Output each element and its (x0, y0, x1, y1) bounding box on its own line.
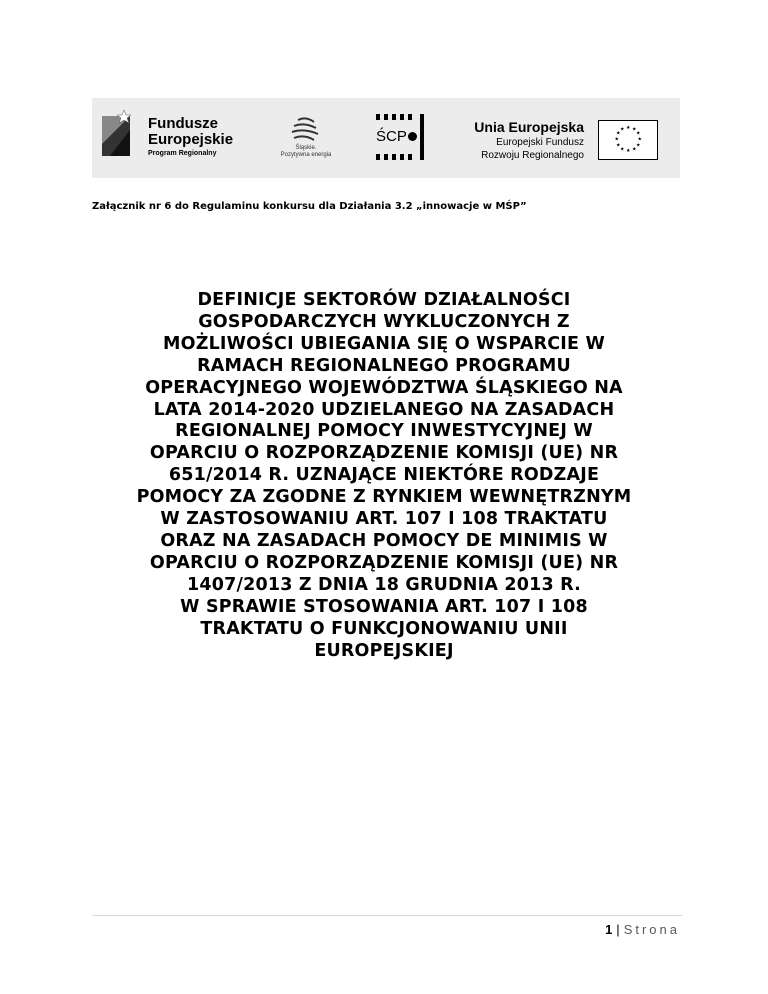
footer-separator: | (616, 922, 620, 937)
title-line: RAMACH REGIONALNEGO PROGRAMU (197, 355, 571, 376)
page-number: 1 (605, 922, 613, 937)
title-line: 651/2014 R. UZNAJĄCE NIEKTÓRE RODZAJE (168, 465, 600, 486)
unia-europejska-text (462, 118, 584, 162)
fundusze-line1: Fundusze (148, 115, 218, 132)
eu-flag-icon (598, 120, 658, 160)
title-line: GOSPODARCZYCH WYKLUCZONYCH Z (198, 311, 570, 332)
fundusze-europejskie-text (148, 116, 233, 159)
scp-logo (376, 114, 426, 160)
slaskie-line2: Pozytywna energia (280, 152, 332, 158)
scp-label: ŚCP (376, 128, 407, 145)
title-line: REGIONALNEJ POMOCY INWESTYCYJNEJ W (175, 421, 593, 442)
fundusze-line3: Program Regionalny (148, 150, 217, 157)
title-line: DEFINICJE SEKTORÓW DZIAŁALNOŚCI (197, 290, 571, 310)
svg-text:★: ★ (636, 142, 641, 149)
svg-text:★: ★ (626, 148, 631, 154)
title-line: EUROPEJSKIEJ (314, 640, 454, 661)
title-line: TRAKTATU O FUNKCJONOWANIU UNII (200, 618, 568, 639)
footer-divider (92, 915, 682, 916)
title-line: OPARCIU O ROZPORZĄDZENIE KOMISJI (UE) NR (149, 552, 619, 573)
attachment-subtitle: Załącznik nr 6 do Regulaminu konkursu dla Działania 3.2 „innowacje w MŚP” (92, 201, 527, 212)
fundusze-europejskie-logo-icon (102, 110, 136, 158)
svg-text:★: ★ (616, 130, 621, 137)
title-line: MOŻLIWOŚCI UBIEGANIA SIĘ O WSPARCIE W (163, 333, 605, 354)
scp-bottom-bars-icon (376, 154, 412, 160)
document-title (84, 290, 684, 662)
fundusze-line2: Europejskie (148, 131, 234, 148)
svg-text:★: ★ (620, 146, 625, 153)
svg-text:★: ★ (616, 142, 621, 149)
svg-text:★: ★ (620, 126, 625, 133)
svg-text:★: ★ (614, 136, 619, 143)
slaskie-line1: Śląskie. (295, 145, 317, 151)
title-line: LATA 2014-2020 UDZIELANEGO NA ZASADACH (153, 399, 615, 420)
title-line: 1407/2013 Z DNIA 18 GRUDNIA 2013 R. (186, 574, 582, 595)
svg-text:★: ★ (632, 146, 637, 153)
title-line: OPARCIU O ROZPORZĄDZENIE KOMISJI (UE) NR (149, 443, 619, 464)
title-line: ORAZ NA ZASADACH POMOCY DE MINIMIS W (160, 530, 608, 551)
logo-bar (92, 98, 680, 178)
page-word: Strona (623, 922, 680, 937)
svg-text:★: ★ (637, 136, 642, 143)
slaskie-text (276, 145, 336, 159)
slaskie-logo-icon (288, 116, 322, 144)
svg-text:★: ★ (626, 125, 631, 131)
scp-top-bars-icon (376, 114, 412, 120)
unia-line3: Rozwoju Regionalnego (481, 150, 584, 161)
title-line: W ZASTOSOWANIU ART. 107 I 108 TRAKTATU (160, 509, 608, 530)
page-footer (605, 922, 680, 938)
svg-text:★: ★ (636, 130, 641, 137)
scp-right-bar-icon (420, 114, 424, 160)
unia-line1: Unia Europejska (474, 119, 584, 135)
unia-line2: Europejski Fundusz (496, 137, 584, 148)
title-line: POMOCY ZA ZGODNE Z RYNKIEM WEWNĘTRZNYM (136, 487, 632, 508)
scp-dot-icon (408, 132, 417, 141)
title-line: W SPRAWIE STOSOWANIA ART. 107 I 108 (180, 596, 588, 617)
svg-text:★: ★ (632, 126, 637, 133)
title-line: OPERACYJNEGO WOJEWÓDZTWA ŚLĄSKIEGO NA (145, 377, 623, 398)
